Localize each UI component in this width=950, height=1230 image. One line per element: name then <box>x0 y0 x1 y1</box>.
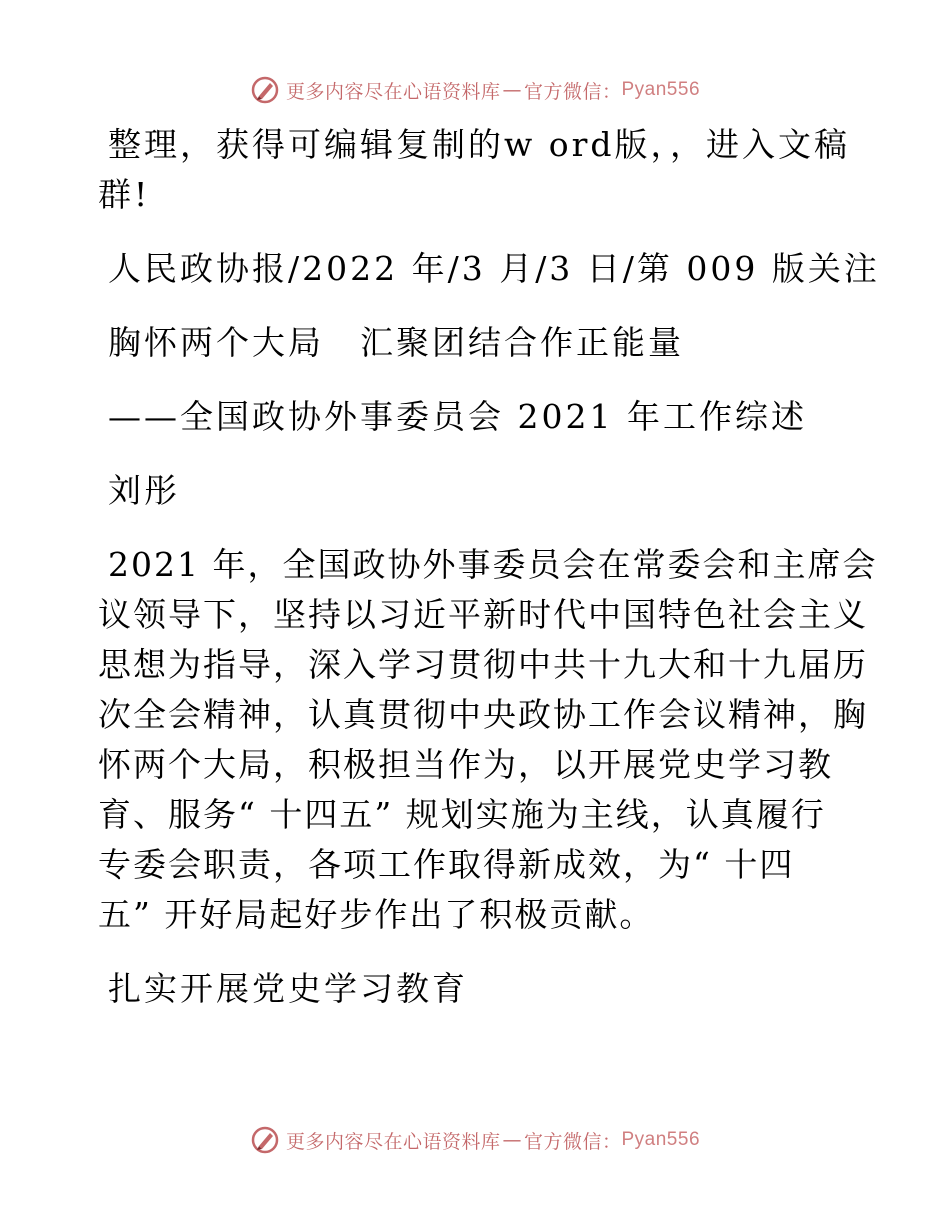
pen-logo-icon <box>250 1125 280 1155</box>
paragraph-line: 思想为指导，深入学习贯彻中共十九大和十九届历 <box>98 645 868 684</box>
intro-line-2: 群! <box>98 175 151 214</box>
watermark-wechat-id: Pyan556 <box>621 1129 701 1150</box>
section-heading: 扎实开展党史学习教育 <box>108 969 468 1008</box>
document-body <box>98 120 880 1014</box>
watermark-separator: — <box>502 1129 522 1151</box>
footer-watermark <box>0 1122 950 1158</box>
intro-line-1: 整理，获得可编辑复制的w ord版，，进入文稿 <box>108 125 851 164</box>
watermark-wechat-id: Pyan556 <box>621 79 701 100</box>
pen-logo-icon <box>250 75 280 105</box>
watermark-suffix: 官方微信： <box>523 80 622 103</box>
paragraph-line: 育、服务“ 十四五” 规划实施为主线，认真履行 <box>98 795 826 834</box>
watermark-suffix: 官方微信： <box>523 1130 622 1153</box>
header-watermark <box>0 72 950 108</box>
headline: 胸怀两个大局 汇聚团结合作正能量 <box>108 323 684 362</box>
paragraph-line: 次全会精神，认真贯彻中央政协工作会议精神，胸 <box>98 695 868 734</box>
watermark-separator: — <box>502 79 522 101</box>
paragraph-line: 专委会职责，各项工作取得新成效，为“ 十四 <box>98 845 795 884</box>
paragraph-line: 怀两个大局，积极担当作为，以开展党史学习教 <box>98 745 833 784</box>
watermark-text: 更多内容尽在心语资料库 <box>285 1130 501 1153</box>
source-line: 人民政协报/2022 年/3 月/3 日/第 009 版关注 <box>108 249 880 288</box>
watermark-text: 更多内容尽在心语资料库 <box>285 80 501 103</box>
paragraph-line: 议领导下，坚持以习近平新时代中国特色社会主义 <box>98 595 868 634</box>
paragraph-line: 五” 开好局起好步作出了积极贡献。 <box>98 895 655 934</box>
author: 刘彤 <box>108 471 180 510</box>
body-paragraph <box>98 540 878 940</box>
subtitle: ——全国政协外事委员会 2021 年工作综述 <box>108 397 807 436</box>
paragraph-line: 2021 年，全国政协外事委员会在常委会和主席会 <box>108 545 878 584</box>
